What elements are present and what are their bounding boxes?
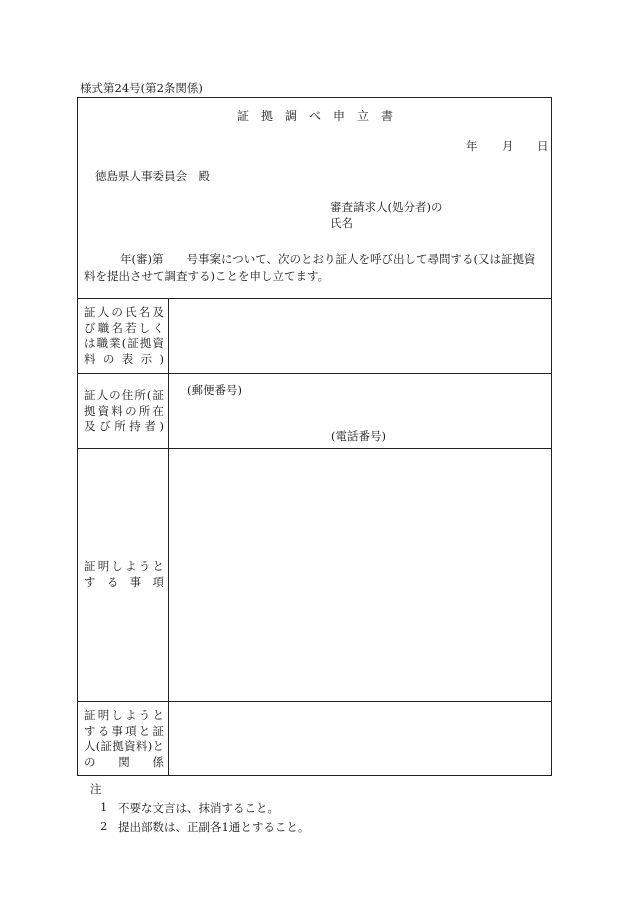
witness-name-occupation-label: 証人の氏名及び職名若しくは職業(証拠資料の表示) (84, 305, 164, 366)
note-item-text: 不要な文言は、抹消すること。 (118, 801, 279, 815)
date-month-label: 月 (502, 139, 514, 153)
postal-code-label: (郵便番号) (187, 383, 242, 397)
matters-to-prove-field[interactable] (170, 450, 550, 700)
row-divider (77, 298, 552, 299)
requester-label: 審査請求人(処分者)の (330, 200, 443, 214)
date-day-label: 日 (537, 139, 549, 153)
witness-name-occupation-field[interactable] (170, 300, 550, 372)
row-divider (77, 373, 552, 374)
note-item-number: 2 (100, 819, 108, 833)
relationship-label: 証明しようとする事項と証人(証拠資料)との関係 (84, 708, 164, 769)
note-item-number: 1 (100, 800, 108, 814)
note-item-text: 提出部数は、正副各1通とすること。 (118, 820, 310, 834)
date-year-label: 年 (466, 139, 478, 153)
form-number: 様式第24号(第2条関係) (80, 81, 203, 95)
relationship-field[interactable] (170, 703, 550, 775)
matters-to-prove-label: 証明しようとする事項 (84, 559, 164, 589)
column-divider (168, 298, 169, 776)
addressee: 徳島県人事委員会 殿 (95, 169, 210, 183)
row-divider (77, 448, 552, 449)
form-title: 証 拠 調 べ 申 立 書 (236, 109, 393, 123)
notes-heading: 注 (90, 782, 102, 796)
statement-body: 年(審)第 号事案について、次のとおり証人を呼び出して尋問する(又は証拠資料を提出させて調査する)ことを申し立てます。 (84, 252, 536, 283)
phone-number-label: (電話番号) (331, 429, 386, 443)
witness-address-label: 証人の住所(証拠資料の所在及び所持者) (84, 388, 164, 433)
requester-name-label: 氏名 (330, 216, 353, 230)
statement-text (84, 251, 546, 285)
row-divider (77, 701, 552, 702)
